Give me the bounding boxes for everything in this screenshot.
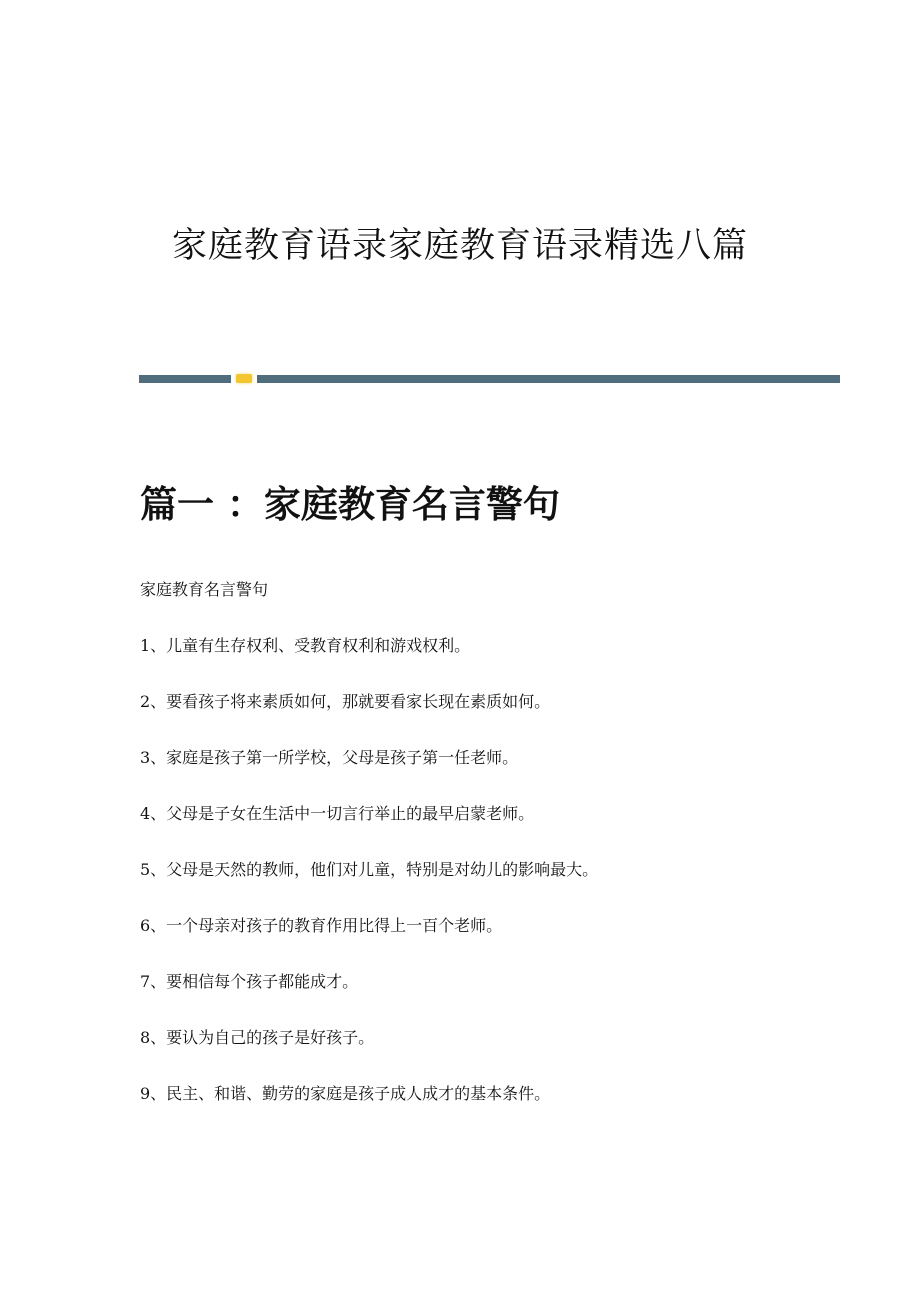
list-item: 9、民主、和谐、勤劳的家庭是孩子成人成才的基本条件。 xyxy=(140,1084,551,1103)
divider-right xyxy=(257,375,840,383)
subtitle: 家庭教育名言警句 xyxy=(140,580,269,599)
list-item: 3、家庭是孩子第一所学校，父母是孩子第一任老师。 xyxy=(140,748,519,767)
divider-ornament xyxy=(236,374,252,383)
list-item: 5、父母是天然的教师，他们对儿童，特别是对幼儿的影响最大。 xyxy=(140,860,599,879)
list-item: 1、儿童有生存权利、受教育权利和游戏权利。 xyxy=(140,636,471,655)
list-item: 8、要认为自己的孩子是好孩子。 xyxy=(140,1028,375,1047)
list-item: 6、一个母亲对孩子的教育作用比得上一百个老师。 xyxy=(140,916,503,935)
list-item: 4、父母是子女在生活中一切言行举止的最早启蒙老师。 xyxy=(140,804,535,823)
section-heading: 篇一 ：家庭教育名言警句 xyxy=(140,482,560,526)
list-item: 2、要看孩子将来素质如何，那就要看家长现在素质如何。 xyxy=(140,692,551,711)
document-title: 家庭教育语录家庭教育语录精选八篇 xyxy=(171,226,748,266)
list-item: 7、要相信每个孩子都能成才。 xyxy=(140,972,359,991)
divider-left xyxy=(139,375,231,383)
